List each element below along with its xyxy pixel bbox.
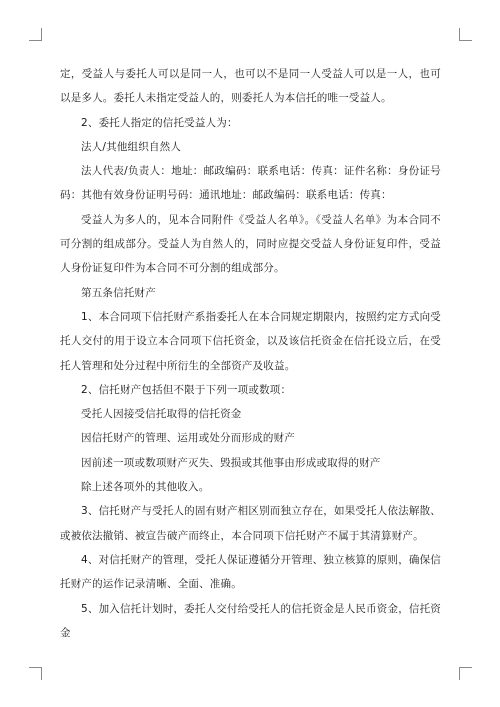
paragraph-beneficiary-type: 法人/其他组织自然人 [81,140,182,153]
crop-mark-top-right [459,28,472,41]
paragraph-continuation: 定，受益人与委托人可以是同一人，也可以不是同一人受益人可以是一人，也可以是多人。委托人未指定受益人的，则委托人为本信托的唯一受益人。 [60,68,441,105]
crop-mark-bottom-left [29,667,42,680]
list-item-property-c: 因前述一项或数项财产灭失、毁损或其他事由形成或取得的财产 [81,456,381,469]
paragraph-trust-property-1: 1、本合同项下信托财产系指委托人在本合同规定期限内，按照约定方式向受托人交付的用于设立本合同项下信托资金，以及该信托资金在信托设立后，在受托人管理和处分过程中所衍生的全部资产及收益。 [60,310,441,372]
document-page [60,62,441,645]
list-item-property-d: 除上述各项外的其他收入。 [81,481,210,494]
paragraph-beneficiary-heading: 2、委托人指定的信托受益人为： [81,116,238,129]
section-heading-article-5: 第五条信托财产 [81,286,156,299]
crop-mark-top-left [29,28,42,41]
paragraph-trust-property-3: 3、信托财产与受托人的固有财产相区别而独立存在，如果受托人依法解散、或被依法撤销、被宣告破产而终止，本合同项下信托财产不属于其清算财产。 [60,505,441,542]
paragraph-beneficiary-fields: 法人代表/负责人：地址：邮政编码：联系电话：传真：证件名称：身份证号码：其他有效身份证明号码：通讯地址：邮政编码：联系电话：传真： [60,165,441,202]
paragraph-multiple-beneficiaries: 受益人为多人的，见本合同附件《受益人名单》。《受益人名单》为本合同不可分割的组成部分。受益人为自然人的，同时应提交受益人身份证复印件，受益人身份证复印件为本合同不可分割的组成部分。 [60,213,441,275]
paragraph-trust-property-2: 2、信托财产包括但不限于下列一项或数项： [81,383,292,396]
crop-mark-bottom-right [459,667,472,680]
list-item-property-a: 受托人因接受信托取得的信托资金 [81,408,242,421]
paragraph-trust-property-4: 4、对信托财产的管理，受托人保证遵循分开管理、独立核算的原则，确保信托财产的运作记录清晰、全面、准确。 [60,553,441,591]
list-item-property-b: 因信托财产的管理、运用或处分而形成的财产 [81,432,295,445]
paragraph-trust-property-5: 5、加入信托计划时，委托人交付给受托人的信托资金是人民币资金，信托资金 [60,602,441,639]
